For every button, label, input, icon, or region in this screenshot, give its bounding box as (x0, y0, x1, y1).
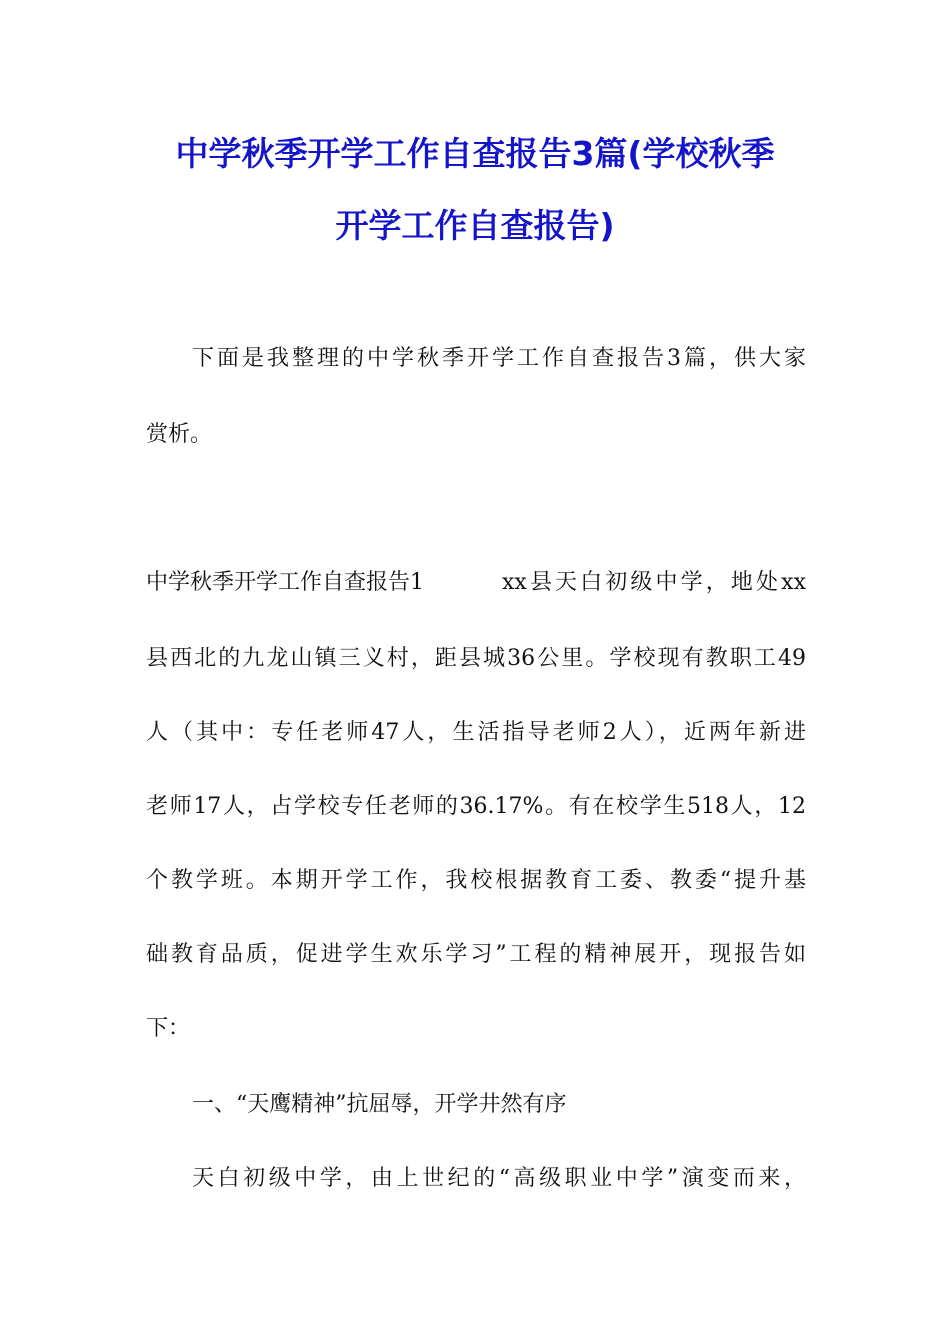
document-title-line-1: 中学秋季开学工作自查报告3篇(学校秋季 (175, 134, 775, 173)
report1-line-4: 老师17人，占学校专任老师的36.17%。有在校学生518人，12 (146, 794, 806, 819)
report1-line-6: 础教育品质，促进学生欢乐学习”工程的精神展开，现报告如 (146, 942, 806, 967)
report1-heading: 中学秋季开学工作自查报告1 (146, 570, 424, 595)
report1-line-2: 县西北的九龙山镇三义村，距县城36公里。学校现有教职工49 (146, 646, 806, 671)
report1-line-1: xx县天白初级中学，地处xx (502, 570, 806, 595)
section1-heading: 一、“天鹰精神”抗屈辱，开学井然有序 (192, 1092, 567, 1117)
report1-line-5: 个教学班。本期开学工作，我校根据教育工委、教委“提升基 (146, 868, 806, 893)
report1-line-3: 人（其中：专任老师47人，生活指导老师2人），近两年新进 (146, 720, 806, 745)
report1-line-7: 下： (146, 1016, 191, 1041)
intro-line-1: 下面是我整理的中学秋季开学工作自查报告3篇，供大家 (192, 346, 806, 371)
document-title-line-2: 开学工作自查报告) (335, 206, 615, 245)
section1-line-1: 天白初级中学，由上世纪的“高级职业中学”演变而来， (192, 1166, 806, 1191)
intro-line-2: 赏析。 (146, 422, 213, 447)
